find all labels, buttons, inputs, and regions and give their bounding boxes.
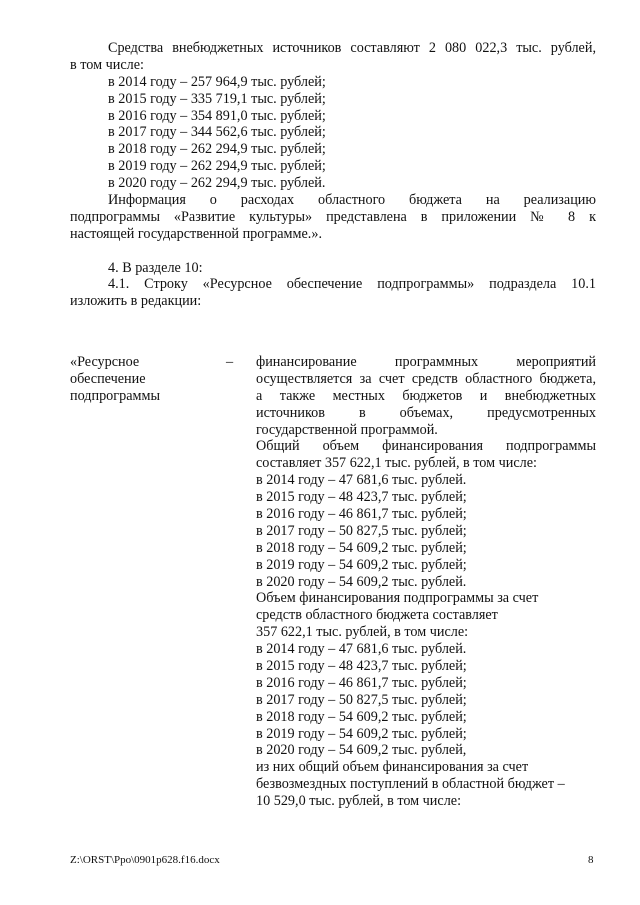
year-line: в 2014 году – 257 964,9 тыс. рублей;: [108, 73, 326, 90]
year-line: в 2019 году – 262 294,9 тыс. рублей;: [108, 158, 326, 175]
intro-line: Средства внебюджетных источников составляют 2 080 022,3 тыс. рублей,: [108, 40, 596, 56]
intro-line: в том числе:: [70, 56, 144, 73]
total-year-line: в 2017 году – 50 827,5 тыс. рублей;: [256, 522, 467, 539]
regional-line: средств областного бюджета составляет: [256, 607, 498, 624]
info-line: настоящей государственной программе.».: [70, 225, 322, 242]
footer-page-number: 8: [588, 854, 594, 866]
desc-line: государственной программой.: [256, 421, 438, 438]
regional-year-line: в 2015 году – 48 423,7 тыс. рублей;: [256, 658, 467, 675]
regional-year-line: в 2019 году – 54 609,2 тыс. рублей;: [256, 725, 467, 742]
desc-line: а также местных бюджетов и внебюджетных: [256, 387, 596, 404]
section-item-line: изложить в редакции:: [70, 293, 202, 310]
total-year-line: в 2019 году – 54 609,2 тыс. рублей;: [256, 556, 467, 573]
row-dash: –: [226, 354, 234, 370]
grant-line: безвозмездных поступлений в областной бюджет –: [256, 776, 565, 793]
row-label-line: подпрограммы: [70, 387, 160, 404]
info-line: подпрограммы «Развитие культуры» представлена в приложении № 8 к: [70, 208, 596, 225]
info-line: Информация о расходах областного бюджета на реализацию: [108, 192, 596, 209]
row-label-line: обеспечение: [70, 370, 146, 387]
row-label: [70, 354, 250, 405]
desc-line: осуществляется за счет средств областного бюджета,: [256, 370, 596, 387]
section-item-line: 4.1. Строку «Ресурсное обеспечение подпрограммы» подраздела 10.1: [108, 276, 596, 293]
regional-line: 357 622,1 тыс. рублей, в том числе:: [256, 624, 469, 641]
grant-line: из них общий объем финансирования за счет: [256, 759, 529, 776]
regional-year-line: в 2017 году – 50 827,5 тыс. рублей;: [256, 691, 467, 708]
total-year-line: в 2018 году – 54 609,2 тыс. рублей;: [256, 539, 467, 556]
regional-year-line: в 2020 году – 54 609,2 тыс. рублей,: [256, 742, 467, 759]
regional-year-line: в 2018 году – 54 609,2 тыс. рублей;: [256, 708, 467, 725]
desc-line: финансирование программных мероприятий: [256, 354, 596, 370]
year-line: в 2015 году – 335 719,1 тыс. рублей;: [108, 90, 326, 107]
year-line: в 2020 году – 262 294,9 тыс. рублей.: [108, 175, 326, 192]
row-label-line: «Ресурсное: [70, 354, 140, 370]
total-year-line: в 2020 году – 54 609,2 тыс. рублей.: [256, 573, 467, 590]
grant-line: 10 529,0 тыс. рублей, в том числе:: [256, 793, 462, 810]
year-line: в 2017 году – 344 562,6 тыс. рублей;: [108, 124, 326, 141]
footer-file-path: Z:\ORST\Ppo\0901p628.f16.docx: [70, 854, 220, 866]
section-heading: 4. В разделе 10:: [108, 259, 203, 276]
total-year-line: в 2016 году – 46 861,7 тыс. рублей;: [256, 506, 467, 523]
row-content: [256, 354, 596, 810]
total-line: Общий объем финансирования подпрограммы: [256, 438, 596, 455]
total-year-line: в 2014 году – 47 681,6 тыс. рублей.: [256, 472, 467, 489]
regional-year-line: в 2016 году – 46 861,7 тыс. рублей;: [256, 674, 467, 691]
regional-line: Объем финансирования подпрограммы за счет: [256, 590, 539, 607]
regional-year-line: в 2014 году – 47 681,6 тыс. рублей.: [256, 641, 467, 658]
year-line: в 2018 году – 262 294,9 тыс. рублей;: [108, 141, 326, 158]
total-line: составляет 357 622,1 тыс. рублей, в том числе:: [256, 455, 537, 472]
desc-line: источников в объемах, предусмотренных: [256, 404, 596, 421]
funding-intro: [70, 40, 596, 310]
year-line: в 2016 году – 354 891,0 тыс. рублей;: [108, 107, 326, 124]
total-year-line: в 2015 году – 48 423,7 тыс. рублей;: [256, 489, 467, 506]
